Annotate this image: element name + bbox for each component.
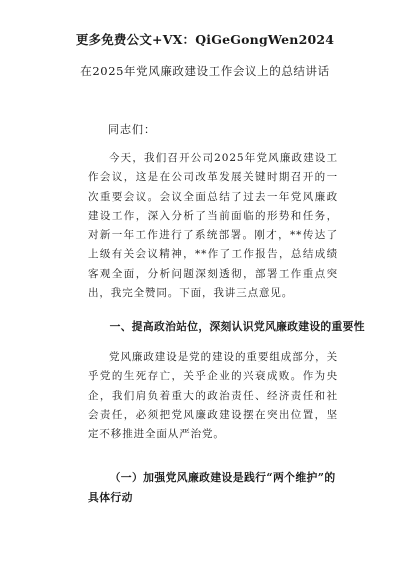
greeting: 同志们： [108, 123, 156, 136]
subsection-heading: （一）加强党风廉政建设是践行“两个维护”的具体行动 [88, 471, 336, 504]
body-paragraph: 党风廉政建设是党的建设的重要组成部分，关乎党的生死存亡，关乎企业的兴衰成败。作为央企，我们肩负着重大的政治责任、经济责任和社会责任，必须把党风廉政建设摆在突出位置，坚定不移推进全面从严治党。 [88, 351, 338, 441]
body-paragraph: 今天，我们召开公司2025年党风廉政建设工作会议，这是在公司改革发展关键时期召开的一次重要会议。会议全面总结了过去一年党风廉政建设工作，深入分析了当前面临的形势和任务，对新一年工作进行了系统部署。刚才，**传达了上级有关会议精神，**作了工作报告，总结成绩客观全面，分析问题深刻透彻，部署工作重点突出，我完全赞同。下面，我讲三点意见。 [88, 152, 338, 300]
watermark-text: 更多免费公文+VX：QiGeGongWen2024 [75, 32, 335, 47]
section-heading: 一、提高政治站位，深刻认识党风廉政建设的重要性 [109, 320, 365, 333]
document-title: 在2025年党风廉政建设工作会议上的总结讲话 [80, 64, 330, 78]
